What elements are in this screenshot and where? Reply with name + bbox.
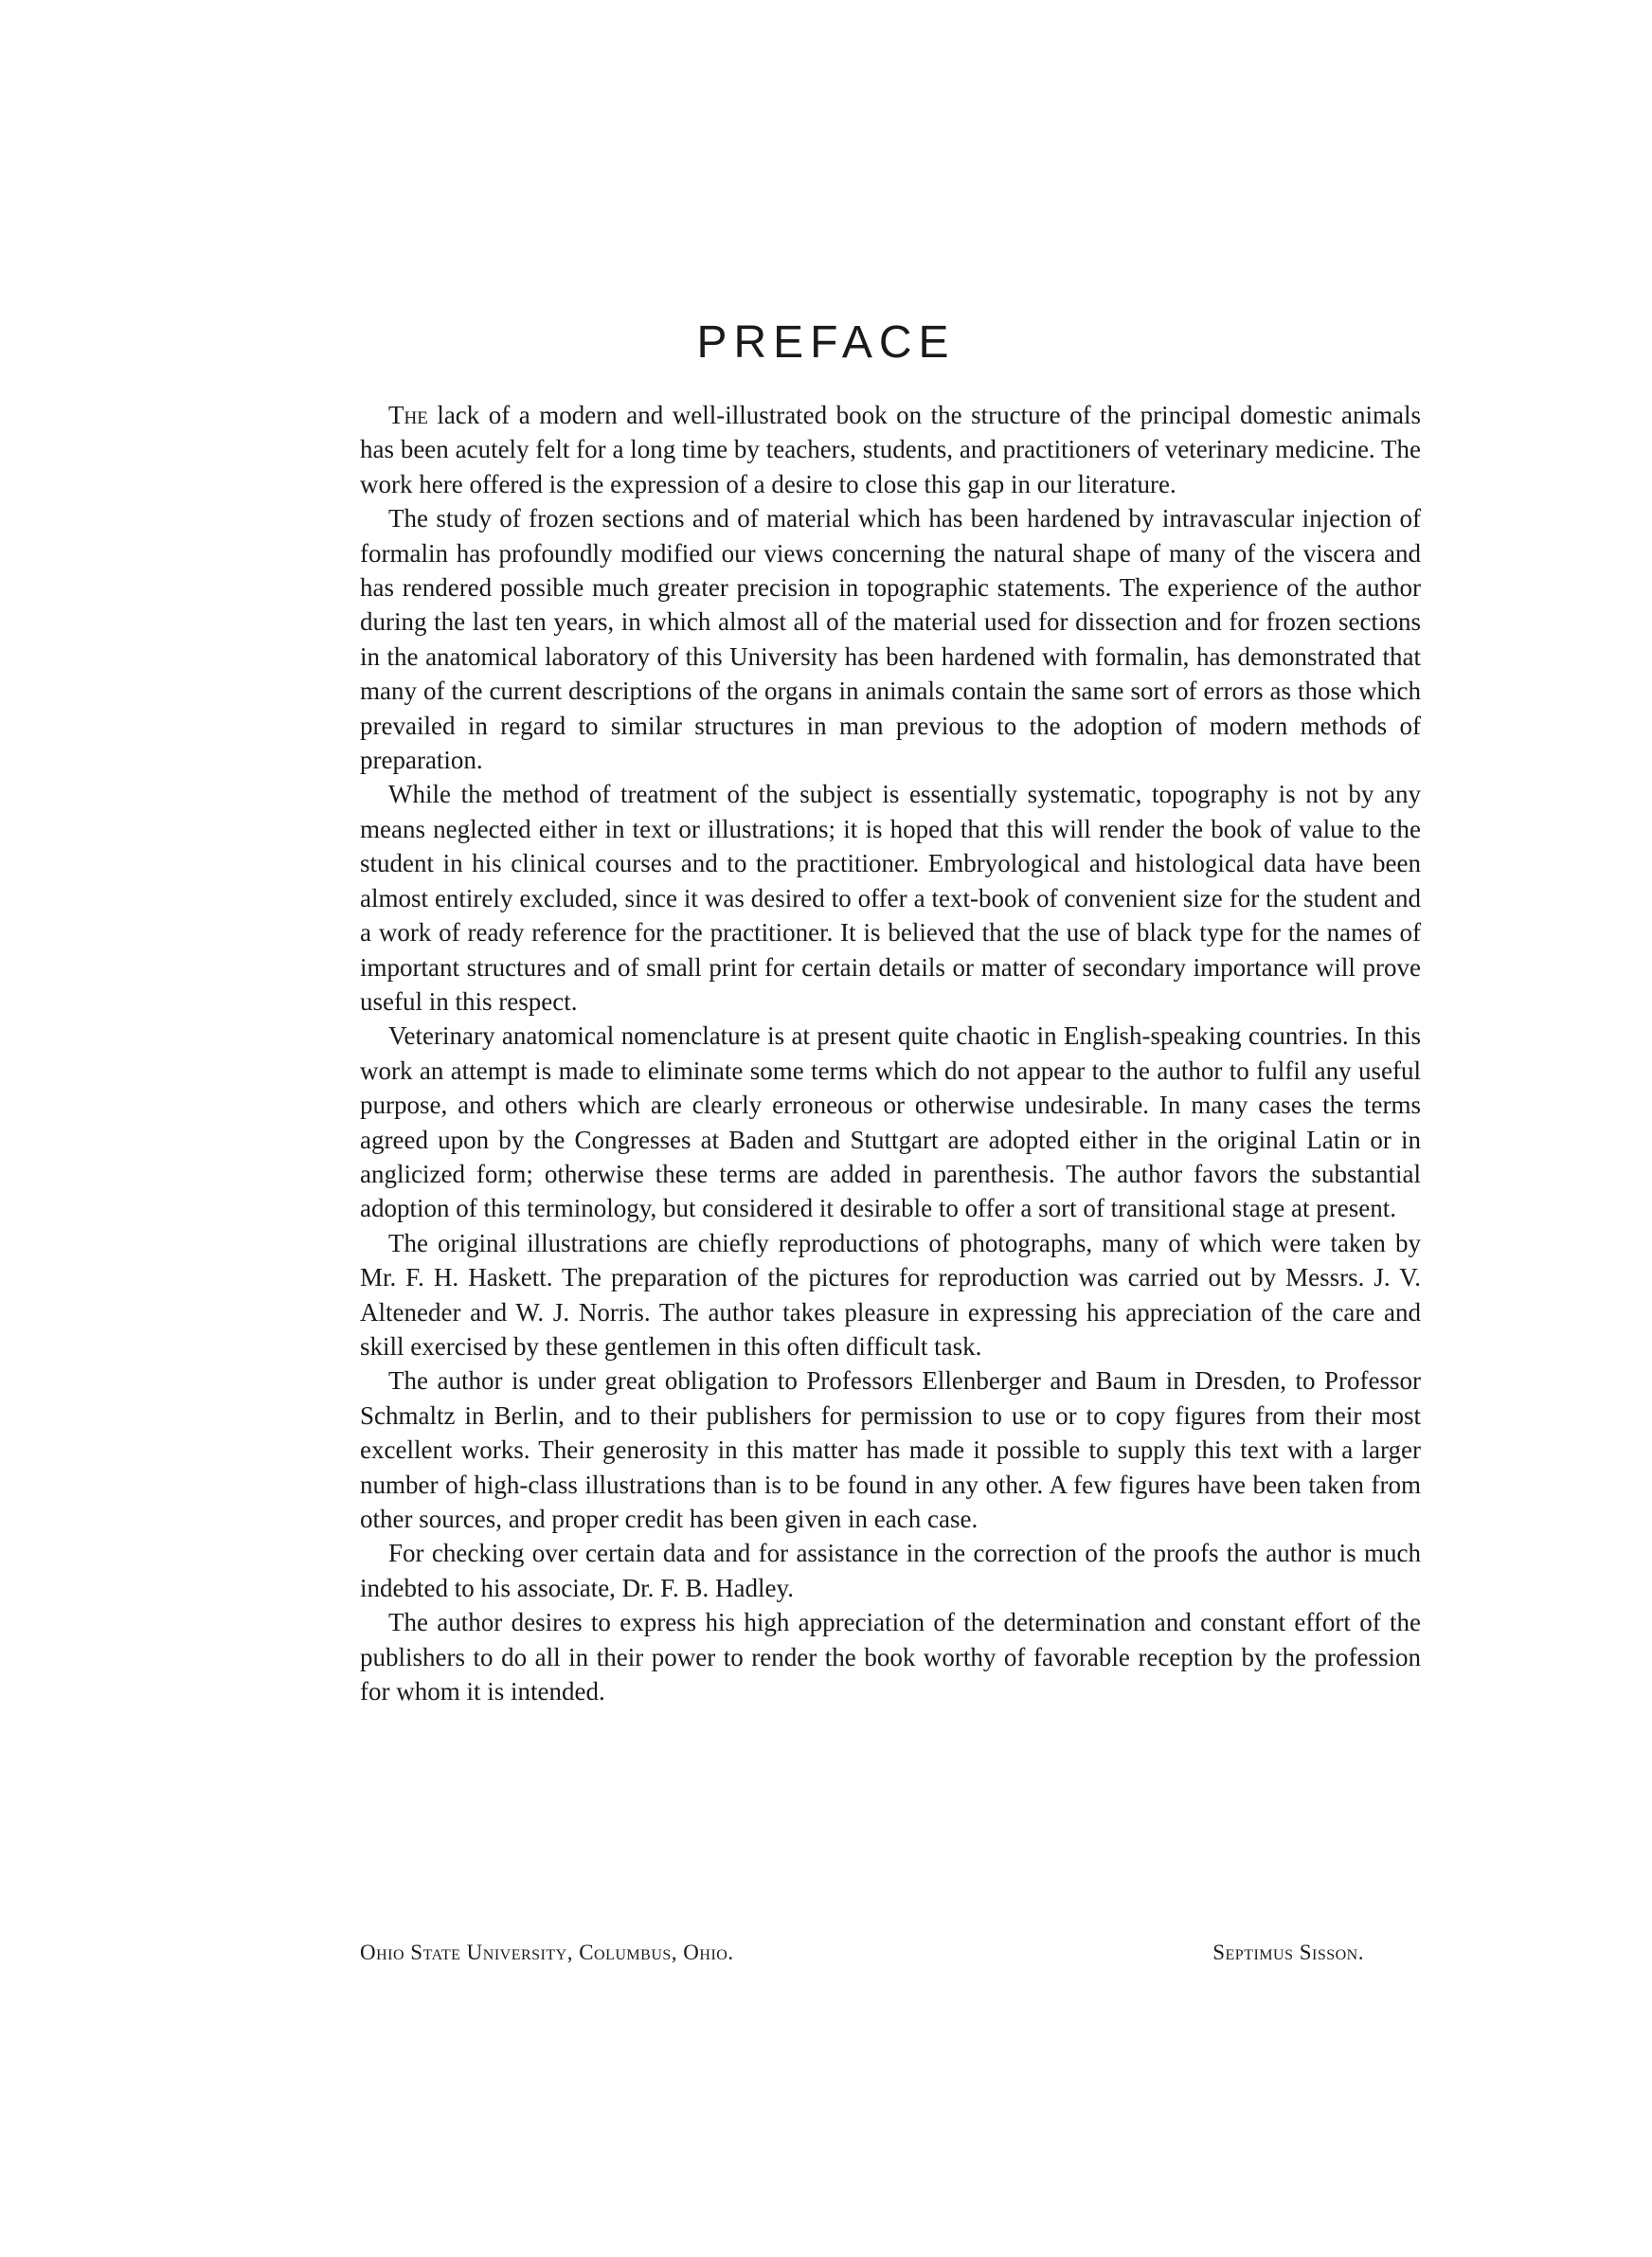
paragraph-text: lack of a modern and well-illustrated book on the structure of the principal domestic animals has been acutely felt for a long time by teachers, students, and practitioners of veterinary medicine. The work here offered is the expression of a desire to close this gap in our literature. — [360, 401, 1421, 498]
paragraph-5: The original illustrations are chiefly reproductions of photographs, many of which were taken by Mr. F. H. Haskett. The preparation of the pictures for reproduction was carried out by Messrs. J. V. Alteneder and W. J. Norris. The author takes pleasure in expressing his appreciation of the care and skill exercised by these gentlemen in this often difficult task. — [360, 1228, 1421, 1361]
signature-place: Ohio State University, Columbus, Ohio. — [360, 1941, 734, 1964]
signature-author: Septimus Sisson. — [1212, 1941, 1364, 1964]
paragraph-7: For checking over certain data and for assistance in the correction of the proofs the author is much indebted to his associate, Dr. F. B. Hadley. — [360, 1539, 1421, 1602]
paragraph-8: The author desires to express his high appreciation of the determination and constant effort of the publishers to do all in their power to render the book worthy of favorable reception by the profession for whom it is intended. — [360, 1608, 1421, 1706]
paragraph-4: Veterinary anatomical nomenclature is at present quite chaotic in English-speaking countries. In this work an attempt is made to eliminate some terms which do not appear to the author to fulfil any useful purpose, and others which are clearly erroneous or otherwise undesirable. In many cases the terms agreed upon by the Congresses at Baden and Stuttgart are adopted either in the original Latin or in anglicized form; otherwise these terms are added in parenthesis. The author favors the substantial adoption of this terminology, but considered it desirable to offer a sort of transitional stage at present. — [360, 1021, 1421, 1223]
preface-body — [360, 398, 1421, 1708]
paragraph-2: The study of frozen sections and of material which has been hardened by intravascular injection of formalin has profoundly modified our views concerning the natural shape of many of the viscera and has rendered possible much greater precision in topographic statements. The experience of the author during the last ten years, in which almost all of the material used for dissection and for frozen sections in the anatomical laboratory of this University has been hardened with formalin, has demonstrated that many of the current descriptions of the organs in animals contain the same sort of errors as those which prevailed in regard to similar structures in man previous to the adoption of modern methods of preparation. — [360, 504, 1421, 775]
paragraph-lead-word: The — [388, 401, 428, 429]
paragraph-1 — [360, 398, 1421, 501]
paragraph-6: The author is under great obligation to Professors Ellenberger and Baum in Dresden, to Professor Schmaltz in Berlin, and to their publishers for permission to use or to copy figures from their most excellent works. Their generosity in this matter has made it possible to supply this text with a larger number of high-class illustrations than is to be found in any other. A few figures have been taken from other sources, and proper credit has been given in each case. — [360, 1366, 1421, 1533]
paragraph-3: While the method of treatment of the subject is essentially systematic, topography is not by any means neglected either in text or illustrations; it is hoped that this will render the book of value to the student in his clinical courses and to the practitioner. Embryological and histological data have been almost entirely excluded, since it was desired to offer a text-book of convenient size for the student and a work of ready reference for the practitioner. It is believed that the use of black type for the names of important structures and of small print for certain details or matter of secondary importance will prove useful in this respect. — [360, 780, 1421, 1016]
page-title: PREFACE — [696, 317, 956, 368]
